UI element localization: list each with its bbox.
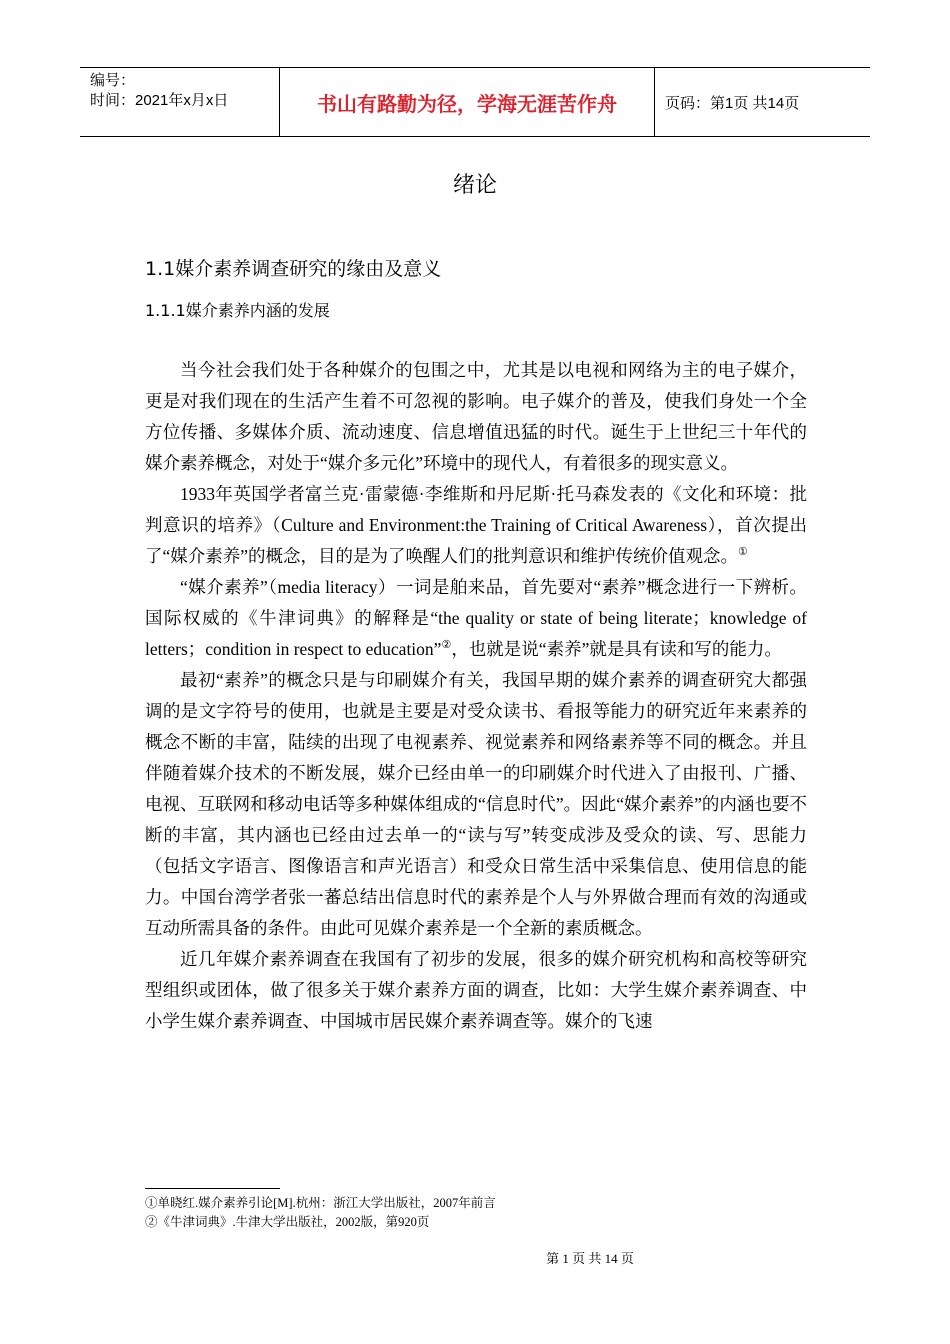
body-text [145, 355, 807, 1037]
footnote-1: ①单晓红.媒介素养引论[M].杭州：浙江大学出版社，2007年前言 [145, 1196, 496, 1210]
paragraph-4: 最初“素养”的概念只是与印刷媒介有关，我国早期的媒介素养的调查研究大都强调的是文字符号的使用，也就是主要是对受众读书、看报等能力的研究近年来素养的概念不断的丰富，陆续的出现了电视素养、视觉素养和网络素养等不同的概念。并且伴随着媒介技术的不断发展，媒介已经由单一的印刷媒介时代进入了由报刊、广播、电视、互联网和移动电话等多种媒体组成的“信息时代”。因此“媒介素养”的内涵也要不断的丰富，其内涵也已经由过去单一的“读与写”转变成涉及受众的读、写、思能力（包括文字语言、图像语言和声光语言）和受众日常生活中采集信息、使用信息的能力。中国台湾学者张一蕃总结出信息时代的素养是个人与外界做合理而有效的沟通或互动所需具备的条件。由此可见媒介素养是一个全新的素质概念。 [145, 670, 807, 938]
subsection-heading: 1.1.1媒介素养内涵的发展 [145, 301, 330, 320]
footnote-2: ②《牛津词典》.牛津大学出版社，2002版，第920页 [145, 1215, 430, 1229]
footnote-divider [145, 1188, 280, 1189]
number-label: 编号： [90, 72, 136, 89]
paragraph-2 [145, 479, 807, 572]
header-info-cell [80, 68, 280, 136]
paragraph-3-text-a: “媒介素养”（media literacy）一词是舶来品，首先要对“素养”概念进行一下辨析。国际权威的《牛津词典》的解释是“the quality or state of being literate；knowledge of letters；condition in respect to education” [145, 577, 807, 659]
header-page-code: 页码：第1页 共14页 [665, 94, 800, 112]
paragraph-5: 近几年媒介素养调查在我国有了初步的发展，很多的媒介研究机构和高校等研究型组织或团体，做了很多关于媒介素养方面的调查，比如：大学生媒介素养调查、中小学生媒介素养调查、中国城市居民媒介素养调查等。媒介的飞速 [145, 949, 807, 1031]
paragraph-3-text-b: ，也就是说“素养”就是具有读和写的能力。 [451, 639, 782, 659]
time-label: 时间：2021年x月x日 [90, 92, 229, 109]
header-motto: 书山有路勤为径，学海无涯苦作舟 [280, 68, 655, 136]
paragraph-2-text: 1933年英国学者富兰克·雷蒙德·李维斯和丹尼斯·托马森发表的《文化和环境：批判意识的培养》（Culture and Environment:the Training of Critical Awareness），首次提出了“媒介素养”的概念，目的是为了唤醒人们的批判意识和维护传统价值观念。 [145, 484, 807, 566]
document-title: 绪论 [452, 173, 497, 198]
page-footer: 第 1 页 共 14 页 [546, 1251, 634, 1266]
footnote-ref-1: ① [738, 546, 748, 559]
footnote-ref-2: ② [441, 639, 452, 652]
paragraph-3 [145, 572, 807, 665]
section-heading: 1.1媒介素养调查研究的缘由及意义 [145, 258, 442, 280]
document-header [80, 67, 870, 137]
paragraph-1: 当今社会我们处于各种媒介的包围之中，尤其是以电视和网络为主的电子媒介，更是对我们现在的生活产生着不可忽视的影响。电子媒介的普及，使我们身处一个全方位传播、多媒体介质、流动速度、信息增值迅猛的时代。诞生于上世纪三十年代的媒介素养概念，对处于“媒介多元化”环境中的现代人，有着很多的现实意义。 [145, 360, 807, 473]
